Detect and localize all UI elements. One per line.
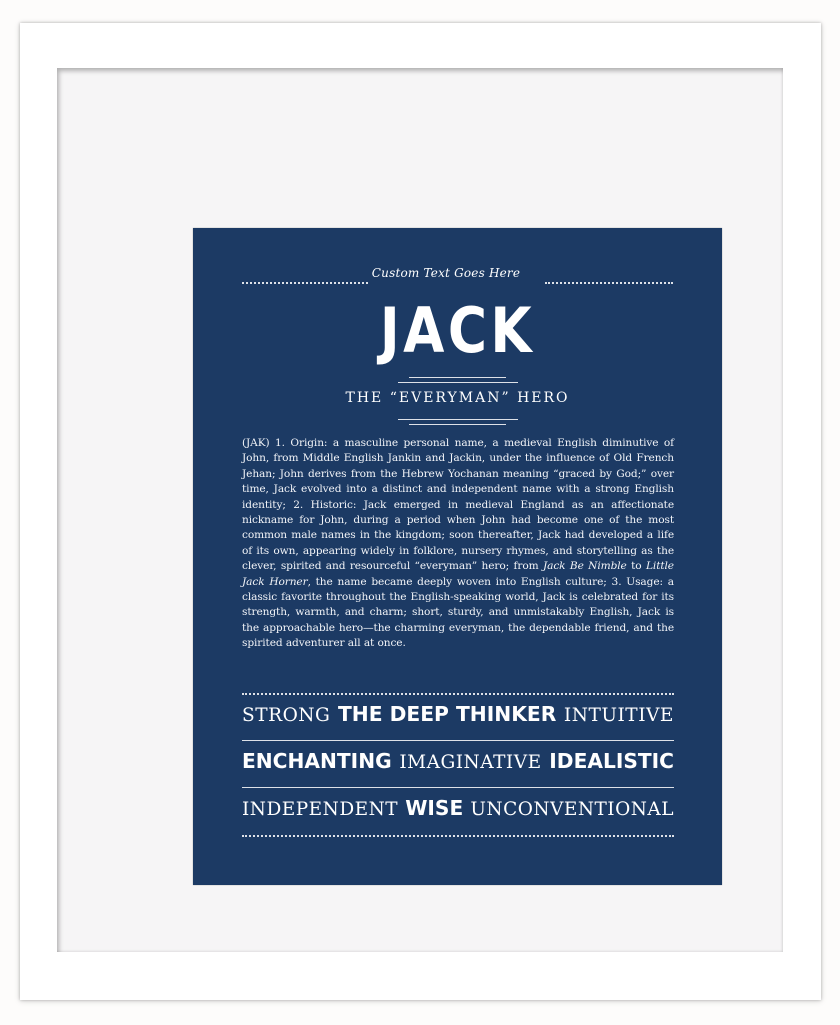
trait: STRONG bbox=[242, 705, 331, 726]
dotted-line-left bbox=[242, 282, 368, 284]
definition-title-2: Little Jack Horner bbox=[242, 560, 674, 588]
name-title: JACK bbox=[379, 294, 536, 367]
picture-frame bbox=[20, 23, 821, 1000]
trait-row-1 bbox=[242, 702, 674, 736]
trait-row-3 bbox=[242, 796, 674, 830]
definition-part-3: , the name became deeply woven into English culture; 3. Usage: a classic favorite throughout the English-speaking world, Jack is celebrated for its strength, warmth, and charm; short, sturdy, and unmistakably English, Jack is the approachable hero—the charming everyman, the dependable friend, and the spirited adventurer all at once. bbox=[242, 575, 674, 650]
definition-title-1: Jack Be Nimble bbox=[542, 560, 627, 573]
rule-above-subtitle-1 bbox=[409, 377, 506, 378]
trait: INDEPENDENT bbox=[242, 799, 399, 820]
trait: ENCHANTING bbox=[242, 749, 392, 773]
dotted-line-traits-top bbox=[242, 693, 674, 695]
name-print bbox=[193, 228, 722, 885]
name-definition bbox=[242, 436, 674, 652]
rule-below-subtitle-2 bbox=[409, 424, 506, 425]
name-subtitle: THE “EVERYMAN” HERO bbox=[345, 390, 570, 406]
dotted-line-traits-bottom bbox=[242, 835, 674, 837]
rule-below-subtitle-1 bbox=[398, 419, 518, 420]
trait-row-2 bbox=[242, 749, 674, 783]
definition-part-1: (JAK) 1. Origin: a masculine personal name, a medieval English diminutive of John, from Middle English Jankin and Jackin, under the influence of Old French Jehan; John derives from the Hebrew Yochanan meaning “graced by God;” over time, Jack evolved into a distinct and independent name with a strong English identity; 2. Historic: Jack emerged in medieval England as an affectionate nickname for John, during a period when John had become one of the most common male names in the kingdom; soon thereafter, Jack had developed a life of its own, appearing widely in folklore, nursery rhymes, and storytelling as the clever, spirited and resourceful “everyman” hero; from bbox=[242, 437, 674, 573]
trait: INTUITIVE bbox=[563, 705, 674, 726]
rule-between-traits-2 bbox=[242, 787, 674, 788]
trait: WISE bbox=[405, 796, 464, 820]
trait: IDEALISTIC bbox=[549, 749, 674, 773]
trait: UNCONVENTIONAL bbox=[470, 799, 674, 820]
custom-text: Custom Text Goes Here bbox=[371, 266, 521, 280]
mat-board bbox=[57, 68, 783, 952]
rule-above-subtitle-2 bbox=[398, 382, 518, 383]
trait: IMAGINATIVE bbox=[399, 752, 542, 773]
trait: THE DEEP THINKER bbox=[337, 702, 557, 726]
definition-part-2: to bbox=[626, 560, 646, 573]
dotted-line-right bbox=[545, 282, 673, 284]
rule-between-traits-1 bbox=[242, 740, 674, 741]
